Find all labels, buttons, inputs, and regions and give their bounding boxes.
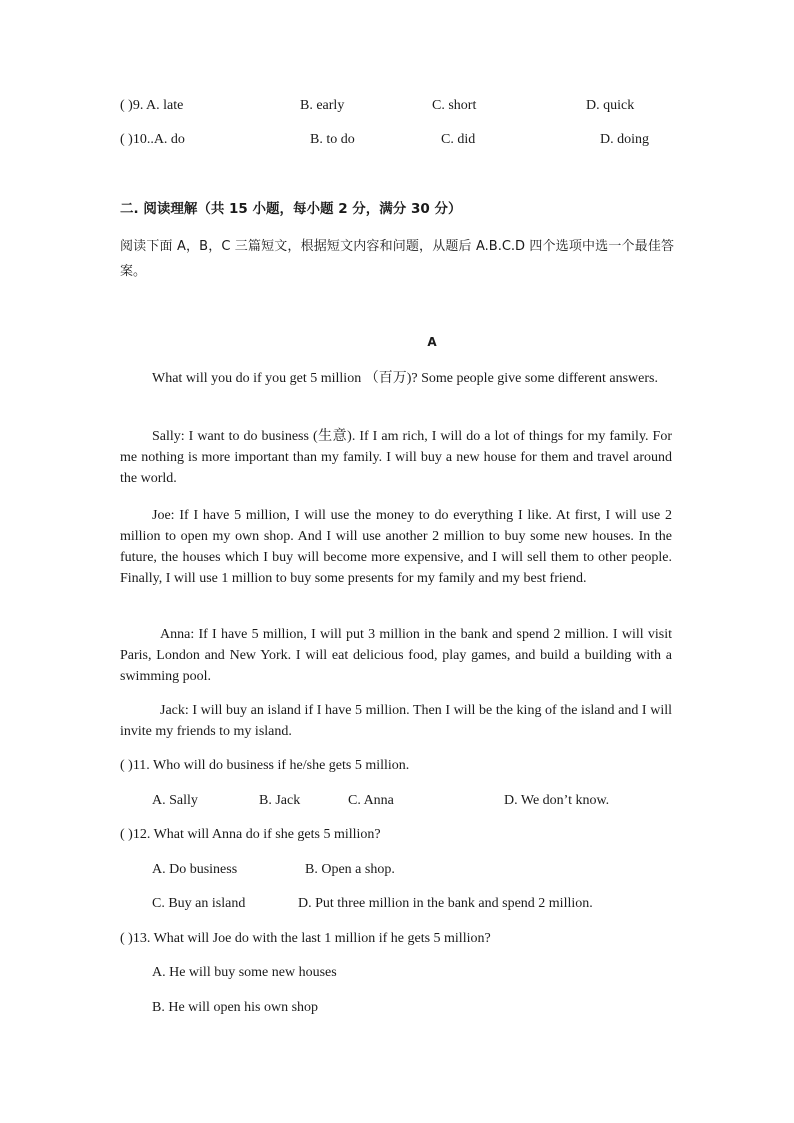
passage-paragraph-sally: Sally: I want to do business (生意). If I am rich, I will do a lot of things for my family. For me nothing is more important than my family. I will buy a new house for them and travel around the world. [120, 429, 672, 486]
q10-option-d: D. doing [600, 132, 649, 147]
q9-option-d: D. quick [586, 98, 635, 113]
q10-option-b: B. to do [310, 132, 355, 147]
passage-paragraph-intro: What will you do if you get 5 million （百万)? Some people give some different answers. [152, 371, 658, 386]
passage-paragraph-jack: Jack: I will buy an island if I have 5 million. Then I will be the king of the island and I will invite my friends to my island. [120, 703, 672, 739]
q11-option-d: D. We don’t know. [504, 793, 610, 808]
q9-stem: ( )9. A. late [120, 98, 184, 113]
passage-paragraph-joe: Joe: If I have 5 million, I will use the money to do everything I like. At first, I will use 2 million to open my own shop. And I will use another 2 million to buy some new houses. In the future, the houses which I buy will become more expensive, and I will sell them to other people. Finally, I will use 1 million to buy some presents for my family and my best friend. [120, 508, 672, 586]
q12-option-b: B. Open a shop. [305, 862, 395, 877]
q13-option-b: B. He will open his own shop [152, 1000, 319, 1015]
q13-stem: ( )13. What will Joe do with the last 1 million if he gets 5 million? [120, 931, 491, 946]
q10-stem: ( )10..A. do [120, 132, 185, 147]
q9-option-c: C. short [432, 98, 477, 113]
section-heading: 二. 阅读理解（共 15 小题，每小题 2 分，满分 30 分） [120, 201, 462, 217]
q12-option-c: C. Buy an island [152, 896, 246, 911]
q12-stem: ( )12. What will Anna do if she gets 5 million? [120, 827, 381, 842]
q11-stem: ( )11. Who will do business if he/she gets 5 million. [120, 758, 410, 773]
q11-option-a: A. Sally [152, 793, 198, 808]
q11-option-c: C. Anna [348, 793, 394, 808]
q12-option-d: D. Put three million in the bank and spend 2 million. [298, 896, 593, 911]
q9-option-b: B. early [300, 98, 345, 113]
q10-option-c: C. did [441, 132, 476, 147]
q12-option-a: A. Do business [152, 862, 238, 877]
passage-title: A [427, 335, 437, 349]
passage-paragraph-anna: Anna: If I have 5 million, I will put 3 million in the bank and spend 2 million. I will visit Paris, London and New York. I will eat delicious food, play games, and build a building with a swimming pool. [120, 627, 672, 684]
section-instructions: 阅读下面 A，B，C 三篇短文，根据短文内容和问题，从题后 A.B.C.D 四个选项中选一个最佳答案。 [120, 239, 674, 279]
q13-option-a: A. He will buy some new houses [152, 965, 337, 980]
q11-option-b: B. Jack [259, 793, 301, 808]
